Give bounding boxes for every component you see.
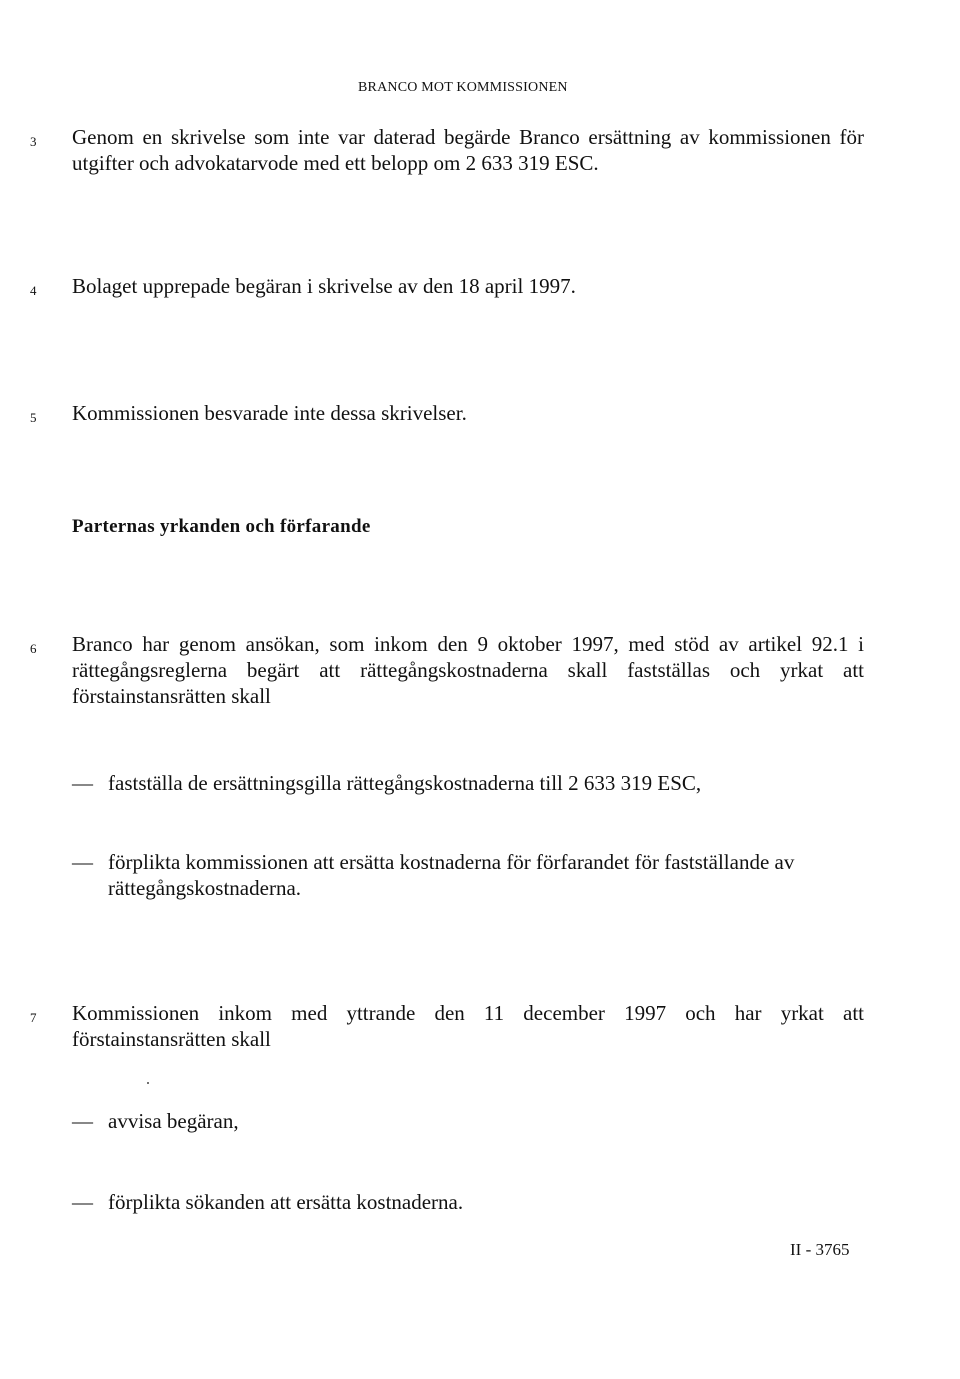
list-item-text: förplikta kommissionen att ersätta kostnaderna för förfarandet för fastställande av rättegångskostnaderna. xyxy=(108,850,795,900)
scan-speck xyxy=(147,1082,149,1084)
paragraph-number-3: 3 xyxy=(30,134,37,149)
paragraph-number-4: 4 xyxy=(30,283,37,298)
list-item-text: förplikta sökanden att ersätta kostnaderna. xyxy=(108,1190,464,1214)
list-item xyxy=(72,849,872,901)
dash-marker: — xyxy=(72,1109,93,1133)
paragraph-number-7: 7 xyxy=(30,1010,37,1025)
paragraph-4: Bolaget upprepade begäran i skrivelse av den 18 april 1997. xyxy=(72,274,576,298)
list-item-text: fastställa de ersättningsgilla rättegångskostnaderna till 2 633 319 ESC, xyxy=(108,771,702,795)
paragraph-6: Branco har genom ansökan, som inkom den 9 oktober 1997, med stöd av artikel 92.1 i rättegångsreglerna begärt att rättegångskostnaderna skall fastställas och yrkat att förstainstansrätten skall xyxy=(72,632,864,708)
dash-marker: — xyxy=(72,850,93,874)
list-item-text: avvisa begäran, xyxy=(108,1109,239,1133)
paragraph-3: Genom en skrivelse som inte var daterad begärde Branco ersättning av kommissionen för utgifter och advokatarvode med ett belopp om 2 633 319 ESC. xyxy=(72,125,864,175)
paragraph-5: Kommissionen besvarade inte dessa skrivelser. xyxy=(72,401,467,425)
dash-marker: — xyxy=(72,771,93,795)
paragraph-7: Kommissionen inkom med yttrande den 11 december 1997 och har yrkat att förstainstansrätten skall xyxy=(72,1001,864,1051)
running-header: BRANCO MOT KOMMISSIONEN xyxy=(358,80,568,95)
paragraph-number-5: 5 xyxy=(30,410,37,425)
paragraph-number-6: 6 xyxy=(30,641,37,656)
list-item xyxy=(72,1108,872,1134)
list-item xyxy=(72,770,872,796)
page-number: II - 3765 xyxy=(790,1240,850,1259)
list-item xyxy=(72,1189,872,1215)
section-heading: Parternas yrkanden och förfarande xyxy=(72,516,371,537)
dash-marker: — xyxy=(72,1190,93,1214)
